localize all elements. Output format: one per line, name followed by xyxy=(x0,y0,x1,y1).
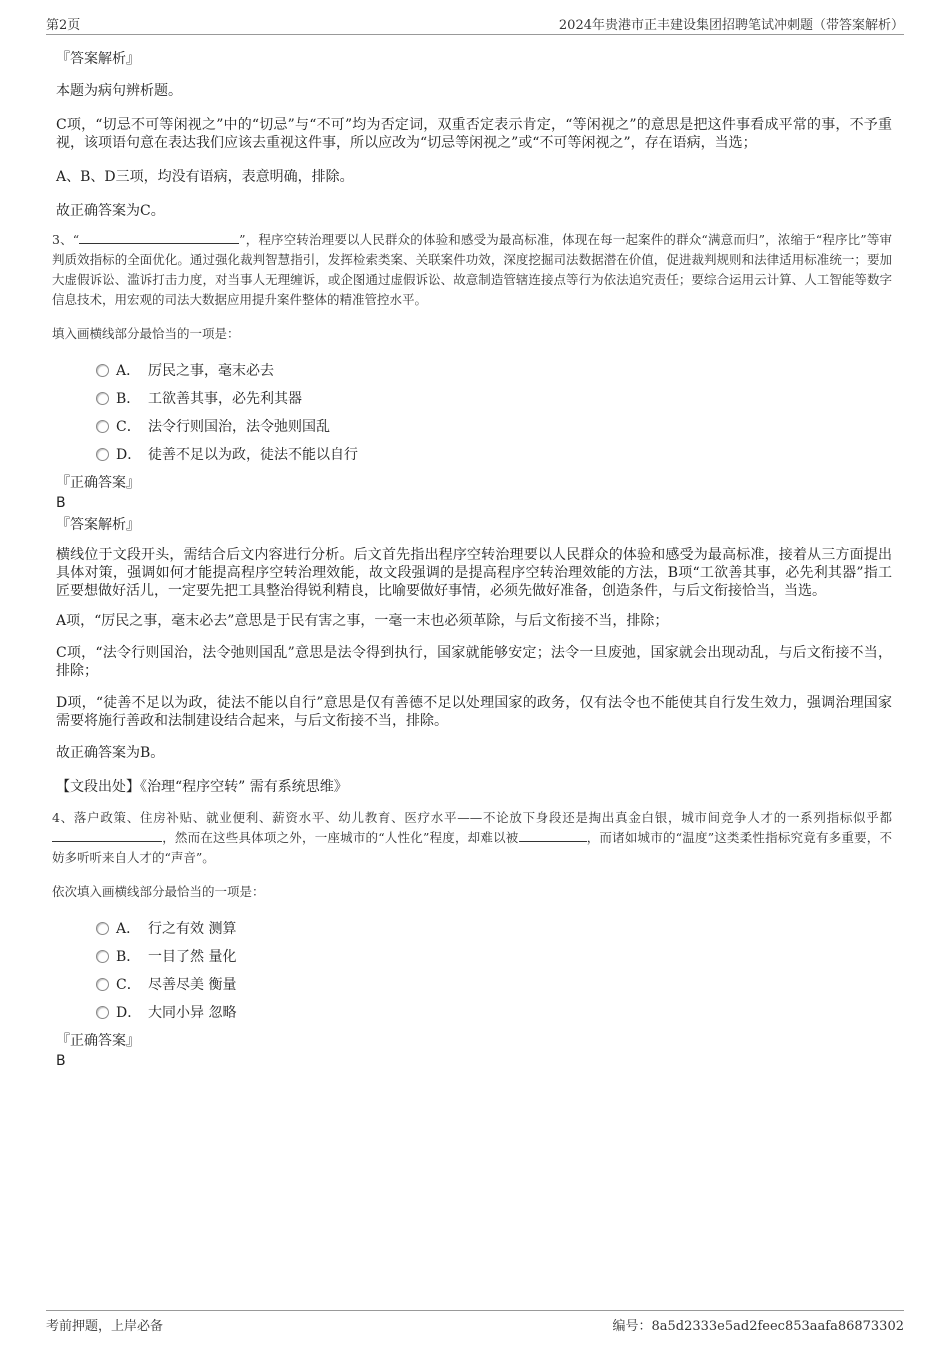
option-text: 尽善尽美 衡量 xyxy=(148,977,237,993)
radio-button[interactable] xyxy=(96,420,109,433)
question-text: ，而诸如城市的“温度”这类柔性指标究竟有多重要，不妨多听听来自人才的“声音”。 xyxy=(52,830,892,865)
option-d[interactable] xyxy=(96,998,892,1026)
option-text: 法令行则国治，法令弛则国乱 xyxy=(148,419,330,435)
fill-blank xyxy=(519,829,587,842)
option-key: B． xyxy=(116,391,141,407)
answer-label: 『正确答案』 xyxy=(56,1033,140,1049)
option-b[interactable] xyxy=(96,942,892,970)
document-code: 编号：8a5d2333e5ad2feec853aafa86873302 xyxy=(612,1319,904,1334)
radio-button[interactable] xyxy=(96,950,109,963)
option-key: D． xyxy=(116,1005,142,1021)
option-text: 大同小异 忽略 xyxy=(148,1005,237,1021)
page-header xyxy=(46,14,904,35)
footer-slogan: 考前押题，上岸必备 xyxy=(46,1319,164,1334)
analysis-paragraph: A项，“厉民之事，毫末必去”意思是于民有害之事，一毫一末也必须革除，与后文衔接不当，排除； xyxy=(56,613,669,629)
fill-blank xyxy=(79,231,239,244)
answer-value: B xyxy=(56,495,66,511)
page-content xyxy=(52,44,892,1070)
option-d[interactable] xyxy=(96,440,892,468)
question-4-stem xyxy=(52,808,892,868)
option-key: B． xyxy=(116,949,141,965)
radio-button[interactable] xyxy=(96,448,109,461)
radio-button[interactable] xyxy=(96,364,109,377)
option-key: A． xyxy=(116,363,141,379)
option-text: 徒善不足以为政，徒法不能以自行 xyxy=(148,447,358,463)
question-text: ”，程序空转治理要以人民群众的体验和感受为最高标准，体现在每一起案件的群众“满意而归”，浓缩于“程序比”等审判质效指标的全面优化。通过强化裁判智慧指引，发挥检索类案、关联案件功效，深度挖掘司法数据潜在价值，促进裁判规则和法律适用标准统一；要加大虚假诉讼、滥诉打击力度，对当事人无理缠诉，或企图通过虚假诉讼、故意制造管辖连接点等行为依法追究责任；要综合运用云计算、人工智能等数字信息技术，用宏观的司法大数据应用提升案件整体的精准管控水平。 xyxy=(52,232,892,307)
option-text: 厉民之事，毫末必去 xyxy=(148,363,274,379)
option-c[interactable] xyxy=(96,412,892,440)
option-key: C． xyxy=(116,419,141,435)
question-text: 4、落户政策、住房补贴、就业便利、薪资水平、幼儿教育、医疗水平——不论放下身段还是掏出真金白银，城市间竞争人才的一系列指标似乎都 xyxy=(52,810,892,825)
option-c[interactable] xyxy=(96,970,892,998)
analysis-paragraph: D项，“徒善不足以为政，徒法不能以自行”意思是仅有善德不足以处理国家的政务，仅有法令也不能使其自行发生效力，强调治理国家需要将施行善政和法制建设结合起来，与后文衔接不当，排除。 xyxy=(56,695,892,729)
question-number: 3、“ xyxy=(52,232,80,247)
option-b[interactable] xyxy=(96,384,892,412)
question-text: ，然而在这些具体项之外，一座城市的“人性化”程度，却难以被 xyxy=(162,830,519,845)
option-text: 一目了然 量化 xyxy=(148,949,237,965)
page-number: 第2页 xyxy=(46,18,81,33)
option-key: A． xyxy=(116,921,141,937)
page-footer xyxy=(46,1310,904,1337)
option-key: D． xyxy=(116,447,142,463)
radio-button[interactable] xyxy=(96,978,109,991)
radio-button[interactable] xyxy=(96,922,109,935)
radio-button[interactable] xyxy=(96,392,109,405)
analysis-paragraph: 横线位于文段开头，需结合后文内容进行分析。后文首先指出程序空转治理要以人民群众的体验和感受为最高标准，接着从三方面提出具体对策，强调如何才能提高程序空转治理效能，故文段强调的是提高程序空转治理效能的方法，B项“工欲善其事，必先利其器”指工匠要想做好活儿，一定要先把工具整治得锐利精良，比喻要做好事情，必须先做好准备，创造条件，与后文衔接恰当，当选。 xyxy=(56,547,892,599)
passage-source: 【文段出处】《治理“程序空转” 需有系统思维》 xyxy=(56,779,348,795)
option-text: 工欲善其事，必先利其器 xyxy=(148,391,302,407)
analysis-paragraph: C项，“法令行则国治，法令弛则国乱”意思是法令得到执行，国家就能够安定；法令一旦废弛，国家就会出现动乱，与后文衔接不当，排除； xyxy=(56,645,892,679)
option-a[interactable] xyxy=(96,356,892,384)
analysis-label: 『答案解析』 xyxy=(56,51,140,67)
fill-blank xyxy=(52,829,162,842)
analysis-paragraph: C项，“切忌不可等闲视之”中的“切忌”与“不可”均为否定词，双重否定表示肯定，“等闲视之”的意思是把这件事看成平常的事，不予重视，该项语句意在表达我们应该去重视这件事，所以应改为“切忌等闲视之”或“不可等闲视之”，存在语病，当选； xyxy=(56,117,892,151)
document-title: 2024年贵港市正丰建设集团招聘笔试冲刺题（带答案解析） xyxy=(558,18,904,33)
question-3-stem xyxy=(52,230,892,310)
option-text: 行之有效 测算 xyxy=(148,921,237,937)
question-prompt: 填入画横线部分最恰当的一项是： xyxy=(52,326,240,341)
radio-button[interactable] xyxy=(96,1006,109,1019)
question-4-options xyxy=(56,914,892,1026)
question-prompt: 依次填入画横线部分最恰当的一项是： xyxy=(52,884,265,899)
option-a[interactable] xyxy=(96,914,892,942)
answer-label: 『正确答案』 xyxy=(56,475,140,491)
analysis-paragraph: A、B、D三项，均没有语病，表意明确，排除。 xyxy=(56,169,354,185)
answer-value: B xyxy=(56,1053,66,1069)
analysis-label: 『答案解析』 xyxy=(56,517,140,533)
option-key: C． xyxy=(116,977,141,993)
question-3-options xyxy=(56,356,892,468)
analysis-paragraph: 故正确答案为C。 xyxy=(56,203,165,219)
analysis-paragraph: 故正确答案为B。 xyxy=(56,745,165,761)
analysis-paragraph: 本题为病句辨析题。 xyxy=(56,83,182,99)
